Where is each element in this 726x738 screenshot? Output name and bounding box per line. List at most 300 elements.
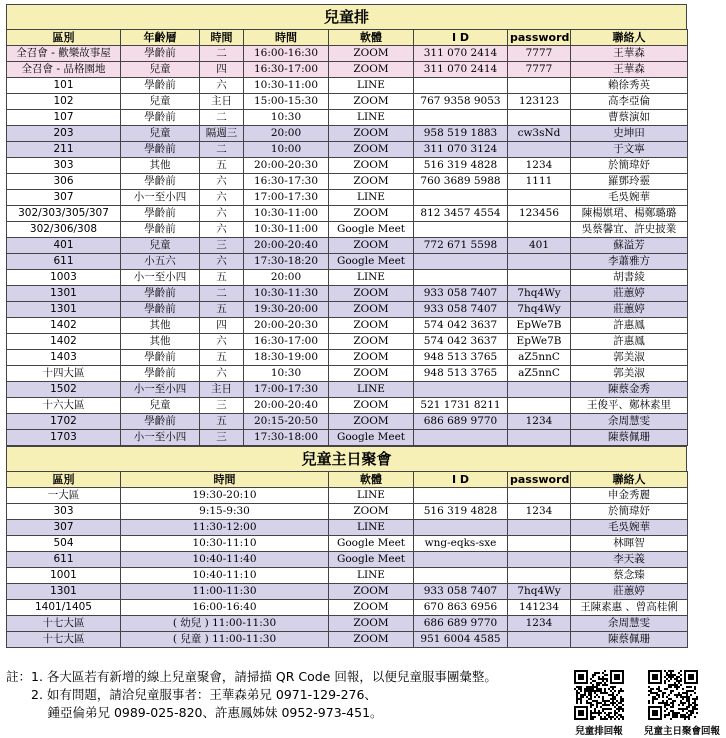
table-cell: 余周慧雯 bbox=[571, 414, 688, 430]
table-row bbox=[7, 584, 688, 600]
table-cell: 1234 bbox=[508, 414, 571, 430]
table-row bbox=[7, 520, 688, 536]
table-cell: 1301 bbox=[7, 286, 121, 302]
table-cell: 10:30 bbox=[244, 366, 329, 382]
table-cell: LINE bbox=[329, 568, 414, 584]
table-cell: 7777 bbox=[508, 62, 571, 78]
table-cell: 20:00 bbox=[244, 270, 329, 286]
table-cell: 李蕭雅方 bbox=[571, 254, 688, 270]
table-row bbox=[7, 110, 688, 126]
table-cell: Google Meet bbox=[329, 430, 414, 446]
table-cell: 951 6004 4585 bbox=[414, 632, 508, 648]
table-cell: 史坤田 bbox=[571, 126, 688, 142]
table-cell: 郭美淑 bbox=[571, 350, 688, 366]
table-cell: 學齡前 bbox=[121, 302, 200, 318]
table-cell: 兒童 bbox=[121, 62, 200, 78]
table-cell: 670 863 6956 bbox=[414, 600, 508, 616]
table-cell: 311 070 2414 bbox=[414, 62, 508, 78]
table-cell: 郭美淑 bbox=[571, 366, 688, 382]
table-cell: ZOOM bbox=[329, 158, 414, 174]
table-row bbox=[7, 222, 688, 238]
table-cell: 101 bbox=[7, 78, 121, 94]
footnotes bbox=[6, 668, 566, 722]
table-cell: 莊蕙婷 bbox=[571, 286, 688, 302]
note-3: 鍾亞倫弟兄 0989-025-820、許惠鳳姊妹 0952-973-451。 bbox=[6, 705, 383, 720]
table-cell: 812 3457 4554 bbox=[414, 206, 508, 222]
column-header: 時間 bbox=[121, 472, 329, 488]
table-cell: 許惠鳳 bbox=[571, 318, 688, 334]
column-header: I D bbox=[414, 30, 508, 46]
table-row bbox=[7, 190, 688, 206]
column-header: 區別 bbox=[7, 472, 121, 488]
table-cell: 陳蔡佩珊 bbox=[571, 430, 688, 446]
table-row bbox=[7, 552, 688, 568]
table-cell: 10:30-11:10 bbox=[121, 536, 329, 552]
table-cell: ZOOM bbox=[329, 142, 414, 158]
table-cell: 574 042 3637 bbox=[414, 318, 508, 334]
table-cell: 1403 bbox=[7, 350, 121, 366]
table-cell: 611 bbox=[7, 254, 121, 270]
table-cell: 學齡前 bbox=[121, 174, 200, 190]
table-cell: 958 519 1883 bbox=[414, 126, 508, 142]
table-cell: 1234 bbox=[508, 504, 571, 520]
table-cell: aZ5nnC bbox=[508, 350, 571, 366]
table-cell: ZOOM bbox=[329, 414, 414, 430]
children-lords-day-table bbox=[6, 471, 688, 648]
table-row bbox=[7, 126, 688, 142]
table-cell: 二 bbox=[200, 46, 244, 62]
table-row bbox=[7, 174, 688, 190]
table-cell: 賴徐秀英 bbox=[571, 78, 688, 94]
table-cell: LINE bbox=[329, 78, 414, 94]
table-cell: 1502 bbox=[7, 382, 121, 398]
table-cell: 1402 bbox=[7, 334, 121, 350]
table-cell: 767 9358 9053 bbox=[414, 94, 508, 110]
table-cell: 123456 bbox=[508, 206, 571, 222]
section2-title: 兒童主日聚會 bbox=[6, 446, 687, 471]
table-cell: 全召會 - 品格園地 bbox=[7, 62, 121, 78]
table-cell: 15:00-15:30 bbox=[244, 94, 329, 110]
table-cell: 學齡前 bbox=[121, 142, 200, 158]
table-cell: Google Meet bbox=[329, 254, 414, 270]
section2-header-row bbox=[7, 472, 688, 488]
table-cell: LINE bbox=[329, 382, 414, 398]
table-cell bbox=[508, 110, 571, 126]
table-cell: 五 bbox=[200, 158, 244, 174]
table-cell: 六 bbox=[200, 334, 244, 350]
table-cell: ( 幼兒 ) 11:00-11:30 bbox=[121, 616, 329, 632]
table-cell: 17:30-18:00 bbox=[244, 430, 329, 446]
table-row bbox=[7, 158, 688, 174]
table-cell: 陳蔡佩珊 bbox=[571, 632, 688, 648]
table-cell: 203 bbox=[7, 126, 121, 142]
qr-caption: 兒童主日聚會回報 bbox=[644, 726, 721, 737]
table-cell: 20:00-20:30 bbox=[244, 158, 329, 174]
table-cell: 17:00-17:30 bbox=[244, 190, 329, 206]
table-cell: 胡書綾 bbox=[571, 270, 688, 286]
table-cell: ZOOM bbox=[329, 584, 414, 600]
table-cell: 306 bbox=[7, 174, 121, 190]
table-row bbox=[7, 286, 688, 302]
table-cell: 10:30 bbox=[244, 110, 329, 126]
table-cell bbox=[414, 568, 508, 584]
table-cell: 莊蕙婷 bbox=[571, 302, 688, 318]
table-cell: EpWe7B bbox=[508, 334, 571, 350]
table-cell: 20:00-20:40 bbox=[244, 238, 329, 254]
table-cell bbox=[508, 270, 571, 286]
qr-code-icon[interactable] bbox=[574, 670, 624, 720]
table-cell: 余周慧雯 bbox=[571, 616, 688, 632]
table-cell: 1703 bbox=[7, 430, 121, 446]
table-cell: aZ5nnC bbox=[508, 366, 571, 382]
table-cell: 302/306/308 bbox=[7, 222, 121, 238]
table-cell: 學齡前 bbox=[121, 286, 200, 302]
table-row bbox=[7, 206, 688, 222]
table-cell: ZOOM bbox=[329, 46, 414, 62]
table-cell: 隔週三 bbox=[200, 126, 244, 142]
table-cell: 二 bbox=[200, 286, 244, 302]
table-cell: ZOOM bbox=[329, 600, 414, 616]
table-cell: 三 bbox=[200, 238, 244, 254]
table-cell: 李天義 bbox=[571, 552, 688, 568]
table-cell: 10:30-11:00 bbox=[244, 206, 329, 222]
table-cell: 10:40-11:40 bbox=[121, 552, 329, 568]
section1-header-row bbox=[7, 30, 688, 46]
table-cell: 311 070 2414 bbox=[414, 46, 508, 62]
table-cell bbox=[508, 222, 571, 238]
column-header: 軟體 bbox=[329, 472, 414, 488]
table-row bbox=[7, 430, 688, 446]
table-cell: wng-eqks-sxe bbox=[414, 536, 508, 552]
table-cell: 1402 bbox=[7, 318, 121, 334]
table-cell: 760 3689 5988 bbox=[414, 174, 508, 190]
table-cell: ZOOM bbox=[329, 318, 414, 334]
column-header: password bbox=[508, 472, 571, 488]
table-row bbox=[7, 632, 688, 648]
table-cell: 六 bbox=[200, 174, 244, 190]
column-header: 時間 bbox=[200, 30, 244, 46]
table-cell: 10:30-11:30 bbox=[244, 286, 329, 302]
table-cell: EpWe7B bbox=[508, 318, 571, 334]
table-cell: 1234 bbox=[508, 158, 571, 174]
table-cell: 1401/1405 bbox=[7, 600, 121, 616]
qr-block-group-report[interactable] bbox=[570, 670, 628, 738]
table-cell bbox=[414, 270, 508, 286]
table-cell: ZOOM bbox=[329, 334, 414, 350]
table-row bbox=[7, 414, 688, 430]
table-cell: Google Meet bbox=[329, 222, 414, 238]
table-cell: 王華森 bbox=[571, 46, 688, 62]
table-row bbox=[7, 94, 688, 110]
table-row bbox=[7, 600, 688, 616]
table-row bbox=[7, 142, 688, 158]
table-cell: 10:00 bbox=[244, 142, 329, 158]
table-cell: 許惠鳳 bbox=[571, 334, 688, 350]
table-cell: 141234 bbox=[508, 600, 571, 616]
table-cell: ZOOM bbox=[329, 366, 414, 382]
qr-caption: 兒童排回報 bbox=[575, 726, 623, 737]
table-cell: 三 bbox=[200, 430, 244, 446]
table-cell: 六 bbox=[200, 366, 244, 382]
children-group-table bbox=[6, 29, 688, 446]
table-cell: Google Meet bbox=[329, 536, 414, 552]
table-cell: 學齡前 bbox=[121, 110, 200, 126]
table-cell bbox=[508, 78, 571, 94]
table-cell: 于文寧 bbox=[571, 142, 688, 158]
table-cell: 小五六 bbox=[121, 254, 200, 270]
table-cell: 王華森 bbox=[571, 62, 688, 78]
table-cell: ZOOM bbox=[329, 350, 414, 366]
table-cell: 申金秀麗 bbox=[571, 488, 688, 504]
table-cell bbox=[414, 190, 508, 206]
table-cell: 686 689 9770 bbox=[414, 414, 508, 430]
table-cell: 16:00-16:30 bbox=[244, 46, 329, 62]
table-cell: 學齡前 bbox=[121, 78, 200, 94]
table-cell: ZOOM bbox=[329, 94, 414, 110]
table-cell: 陳蔡金秀 bbox=[571, 382, 688, 398]
table-cell: 四 bbox=[200, 318, 244, 334]
table-row bbox=[7, 78, 688, 94]
table-row bbox=[7, 366, 688, 382]
table-cell bbox=[414, 382, 508, 398]
table-row bbox=[7, 334, 688, 350]
table-row bbox=[7, 270, 688, 286]
table-cell: 蘇溢芳 bbox=[571, 238, 688, 254]
table-cell: 莊蕙婷 bbox=[571, 584, 688, 600]
table-cell: 10:30-11:00 bbox=[244, 222, 329, 238]
table-cell: 1702 bbox=[7, 414, 121, 430]
table-row bbox=[7, 350, 688, 366]
table-cell: 小一至小四 bbox=[121, 382, 200, 398]
table-cell: 19:30-20:00 bbox=[244, 302, 329, 318]
table-cell: 十四大區 bbox=[7, 366, 121, 382]
column-header: 聯絡人 bbox=[571, 472, 688, 488]
table-cell: 學齡前 bbox=[121, 222, 200, 238]
table-cell: 學齡前 bbox=[121, 350, 200, 366]
table-cell bbox=[414, 552, 508, 568]
table-cell: 20:15-20:50 bbox=[244, 414, 329, 430]
table-cell: 303 bbox=[7, 504, 121, 520]
table-cell: 全召會 - 歡樂故事屋 bbox=[7, 46, 121, 62]
table-cell: 401 bbox=[7, 238, 121, 254]
table-cell: 302/303/305/307 bbox=[7, 206, 121, 222]
table-cell bbox=[508, 398, 571, 414]
table-cell: 11:00-11:30 bbox=[121, 584, 329, 600]
table-cell: 三 bbox=[200, 398, 244, 414]
table-cell bbox=[508, 190, 571, 206]
table-cell: 蔡念臻 bbox=[571, 568, 688, 584]
table-row bbox=[7, 302, 688, 318]
table-cell: LINE bbox=[329, 520, 414, 536]
table-cell: 於簡瑋妤 bbox=[571, 158, 688, 174]
table-cell: 兒童 bbox=[121, 126, 200, 142]
table-cell: 1003 bbox=[7, 270, 121, 286]
table-cell: 六 bbox=[200, 222, 244, 238]
table-cell: 7hq4Wy bbox=[508, 584, 571, 600]
table-cell: LINE bbox=[329, 488, 414, 504]
table-cell: 其他 bbox=[121, 334, 200, 350]
table-cell: ZOOM bbox=[329, 174, 414, 190]
table-cell: 933 058 7407 bbox=[414, 584, 508, 600]
table-cell: 1301 bbox=[7, 302, 121, 318]
table-cell: 20:00-20:40 bbox=[244, 398, 329, 414]
table-cell: 18:30-19:00 bbox=[244, 350, 329, 366]
table-cell bbox=[414, 254, 508, 270]
table-cell: 二 bbox=[200, 142, 244, 158]
table-row bbox=[7, 488, 688, 504]
table-cell bbox=[414, 110, 508, 126]
table-cell: ZOOM bbox=[329, 616, 414, 632]
table-cell bbox=[508, 142, 571, 158]
column-header: 區別 bbox=[7, 30, 121, 46]
column-header: password bbox=[508, 30, 571, 46]
table-cell bbox=[414, 78, 508, 94]
table-cell: 學齡前 bbox=[121, 414, 200, 430]
table-cell: 陳楊娸珺、楊鄭璐璐 bbox=[571, 206, 688, 222]
table-cell: ZOOM bbox=[329, 206, 414, 222]
table-cell: ZOOM bbox=[329, 286, 414, 302]
table-cell bbox=[508, 488, 571, 504]
note-1: 註：1. 各大區若有新增的線上兒童聚會，請掃描 QR Code 回報，以便兒童服事團彙整。 bbox=[6, 669, 497, 684]
table-cell: 五 bbox=[200, 414, 244, 430]
table-cell: 17:30-18:20 bbox=[244, 254, 329, 270]
table-cell bbox=[414, 488, 508, 504]
table-cell: 16:00-16:40 bbox=[121, 600, 329, 616]
table-row bbox=[7, 382, 688, 398]
table-cell: 曹蔡演如 bbox=[571, 110, 688, 126]
table-cell: ZOOM bbox=[329, 126, 414, 142]
table-cell: 二 bbox=[200, 110, 244, 126]
table-cell: 9:15-9:30 bbox=[121, 504, 329, 520]
table-cell: 1234 bbox=[508, 616, 571, 632]
table-cell: 311 070 3124 bbox=[414, 142, 508, 158]
table-cell: 303 bbox=[7, 158, 121, 174]
table-cell: 123123 bbox=[508, 94, 571, 110]
table-row bbox=[7, 318, 688, 334]
table-row bbox=[7, 46, 688, 62]
table-row bbox=[7, 238, 688, 254]
table-cell: ( 兒童 ) 11:00-11:30 bbox=[121, 632, 329, 648]
table-cell: 933 058 7407 bbox=[414, 302, 508, 318]
table-cell: 六 bbox=[200, 190, 244, 206]
table-row bbox=[7, 504, 688, 520]
table-cell: LINE bbox=[329, 190, 414, 206]
table-cell: 401 bbox=[508, 238, 571, 254]
table-cell bbox=[508, 632, 571, 648]
table-cell: 772 671 5598 bbox=[414, 238, 508, 254]
table-cell: 7777 bbox=[508, 46, 571, 62]
table-cell: 107 bbox=[7, 110, 121, 126]
table-cell: 於簡瑋妤 bbox=[571, 504, 688, 520]
column-header: 聯絡人 bbox=[571, 30, 688, 46]
table-cell: 五 bbox=[200, 270, 244, 286]
table-cell: 17:00-17:30 bbox=[244, 382, 329, 398]
table-cell: 一大區 bbox=[7, 488, 121, 504]
table-cell: ZOOM bbox=[329, 398, 414, 414]
table-cell: 主日 bbox=[200, 382, 244, 398]
table-cell: 六 bbox=[200, 254, 244, 270]
table-cell: 羅鄧玲靈 bbox=[571, 174, 688, 190]
column-header: 年齡層 bbox=[121, 30, 200, 46]
table-row bbox=[7, 398, 688, 414]
table-cell: 10:40-11:10 bbox=[121, 568, 329, 584]
table-cell: 521 1731 8211 bbox=[414, 398, 508, 414]
table-cell: 16:30-17:00 bbox=[244, 334, 329, 350]
table-cell: 高李亞倫 bbox=[571, 94, 688, 110]
table-cell: 五 bbox=[200, 350, 244, 366]
table-cell: LINE bbox=[329, 270, 414, 286]
table-cell: ZOOM bbox=[329, 302, 414, 318]
table-cell bbox=[414, 520, 508, 536]
table-cell: 11:30-12:00 bbox=[121, 520, 329, 536]
table-cell: 516 319 4828 bbox=[414, 504, 508, 520]
table-cell: 611 bbox=[7, 552, 121, 568]
table-cell: 四 bbox=[200, 62, 244, 78]
table-cell: 王俊平、鄭林素里 bbox=[571, 398, 688, 414]
table-cell bbox=[508, 520, 571, 536]
table-cell: 學齡前 bbox=[121, 46, 200, 62]
table-cell: ZOOM bbox=[329, 632, 414, 648]
table-cell: 十七大區 bbox=[7, 632, 121, 648]
table-cell: 7hq4Wy bbox=[508, 286, 571, 302]
schedule-sheet bbox=[6, 4, 687, 648]
table-cell: 六 bbox=[200, 78, 244, 94]
column-header: 時間 bbox=[244, 30, 329, 46]
table-cell: 學齡前 bbox=[121, 366, 200, 382]
table-cell: 王陳素惠 、曾高桂俐 bbox=[571, 600, 688, 616]
table-cell: 307 bbox=[7, 520, 121, 536]
table-cell: ZOOM bbox=[329, 504, 414, 520]
table-cell: 504 bbox=[7, 536, 121, 552]
table-cell bbox=[414, 430, 508, 446]
qr-block-lords-day-report[interactable] bbox=[644, 670, 721, 738]
table-cell: 948 513 3765 bbox=[414, 366, 508, 382]
table-cell: 吳蔡馨宜、許史披業 bbox=[571, 222, 688, 238]
section1-title: 兒童排 bbox=[6, 4, 687, 29]
table-cell bbox=[508, 382, 571, 398]
table-cell: 小一至小四 bbox=[121, 270, 200, 286]
table-cell: 211 bbox=[7, 142, 121, 158]
table-cell bbox=[508, 568, 571, 584]
table-cell: 20:00-20:30 bbox=[244, 318, 329, 334]
table-cell: 7hq4Wy bbox=[508, 302, 571, 318]
table-cell: 948 513 3765 bbox=[414, 350, 508, 366]
table-cell: 兒童 bbox=[121, 238, 200, 254]
qr-code-icon[interactable] bbox=[648, 670, 698, 720]
table-cell bbox=[508, 430, 571, 446]
table-cell: 307 bbox=[7, 190, 121, 206]
table-row bbox=[7, 568, 688, 584]
table-row bbox=[7, 254, 688, 270]
table-cell: LINE bbox=[329, 110, 414, 126]
table-cell: 毛吳婉華 bbox=[571, 520, 688, 536]
table-cell: 學齡前 bbox=[121, 206, 200, 222]
note-2: 2. 如有問題，請洽兒童服事者：王華森弟兄 0971-129-276、 bbox=[6, 687, 377, 702]
table-row bbox=[7, 536, 688, 552]
table-cell: 其他 bbox=[121, 318, 200, 334]
table-cell: 686 689 9770 bbox=[414, 616, 508, 632]
table-cell: ZOOM bbox=[329, 62, 414, 78]
table-cell: 933 058 7407 bbox=[414, 286, 508, 302]
table-row bbox=[7, 616, 688, 632]
table-cell bbox=[508, 536, 571, 552]
table-cell: 102 bbox=[7, 94, 121, 110]
table-cell: Google Meet bbox=[329, 552, 414, 568]
table-cell: 其他 bbox=[121, 158, 200, 174]
table-cell: 20:00 bbox=[244, 126, 329, 142]
table-cell bbox=[508, 254, 571, 270]
table-cell: 毛吳婉華 bbox=[571, 190, 688, 206]
